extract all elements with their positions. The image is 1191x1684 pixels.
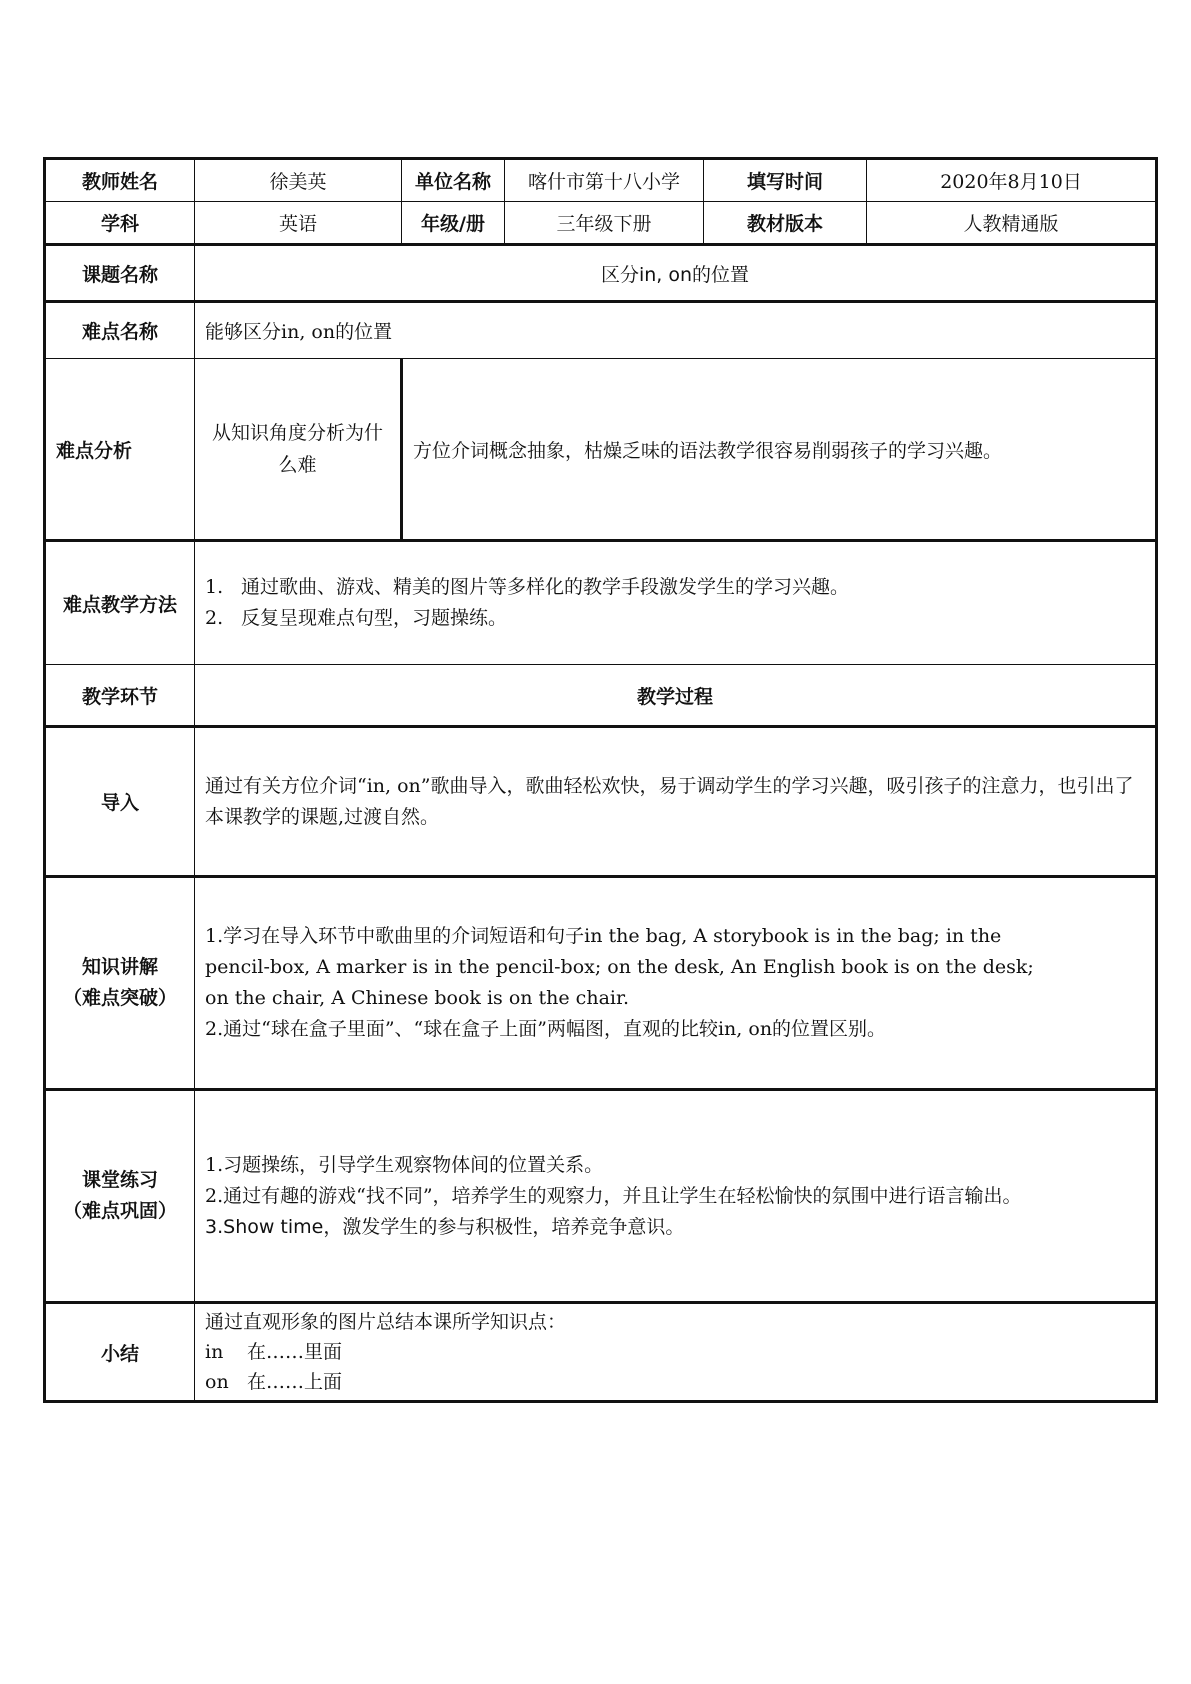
grade-value: 三年级下册 bbox=[505, 202, 704, 245]
summary-word: on bbox=[205, 1371, 229, 1393]
practice-row bbox=[45, 1090, 1157, 1303]
subject-value: 英语 bbox=[195, 202, 402, 245]
difficulty-name-label: 难点名称 bbox=[45, 302, 195, 359]
knowledge-line: on the chair, A Chinese book is on the chair. bbox=[205, 987, 630, 1009]
teaching-method-row bbox=[45, 541, 1157, 665]
knowledge-line: pencil-box, A marker is in the pencil-box; on the desk, An English book is on the desk; bbox=[205, 956, 1034, 978]
intro-value: 通过有关方位介词“in, on”歌曲导入，歌曲轻松欢快，易于调动学生的学习兴趣，吸引孩子的注意力，也引出了本课教学的课题,过渡自然。 bbox=[195, 727, 1157, 877]
knowledge-label bbox=[45, 877, 195, 1090]
summary-item bbox=[205, 1367, 1145, 1397]
teaching-method-label: 难点教学方法 bbox=[45, 541, 195, 665]
summary-word: in bbox=[205, 1341, 224, 1363]
summary-content bbox=[195, 1303, 1157, 1402]
header-row-2 bbox=[45, 202, 1157, 245]
topic-value: 区分in, on的位置 bbox=[195, 245, 1157, 302]
summary-row bbox=[45, 1303, 1157, 1402]
difficulty-analysis-sublabel: 从知识角度分析为什么难 bbox=[195, 359, 402, 541]
summary-intro: 通过直观形象的图片总结本课所学知识点： bbox=[205, 1311, 567, 1333]
knowledge-row bbox=[45, 877, 1157, 1090]
process-header-value: 教学过程 bbox=[195, 665, 1157, 727]
subject-label: 学科 bbox=[45, 202, 195, 245]
knowledge-line: 1.学习在导入环节中歌曲里的介词短语和句子in the bag, A storybook is in the bag; in the bbox=[205, 925, 1002, 947]
difficulty-analysis-value: 方位介词概念抽象，枯燥乏味的语法教学很容易削弱孩子的学习兴趣。 bbox=[402, 359, 1157, 541]
difficulty-analysis-label: 难点分析 bbox=[45, 359, 195, 541]
topic-label: 课题名称 bbox=[45, 245, 195, 302]
practice-label-sub: （难点巩固） bbox=[62, 1200, 177, 1222]
list-item bbox=[205, 572, 1145, 603]
practice-label bbox=[45, 1090, 195, 1303]
item-text: 反复呈现难点句型，习题操练。 bbox=[241, 607, 508, 629]
practice-content bbox=[195, 1090, 1157, 1303]
knowledge-label-sub: （难点突破） bbox=[62, 987, 177, 1009]
date-value: 2020年8月10日 bbox=[867, 159, 1157, 202]
grade-label: 年级/册 bbox=[402, 202, 505, 245]
intro-label: 导入 bbox=[45, 727, 195, 877]
practice-line: 2.通过有趣的游戏“找不同”，培养学生的观察力，并且让学生在轻松愉快的氛围中进行语言输出。 bbox=[205, 1184, 1022, 1207]
knowledge-line: 2.通过“球在盒子里面”、“球在盒子上面”两幅图，直观的比较in, on的位置区别。 bbox=[205, 1018, 887, 1040]
date-label: 填写时间 bbox=[704, 159, 867, 202]
difficulty-name-row bbox=[45, 302, 1157, 359]
edition-label: 教材版本 bbox=[704, 202, 867, 245]
knowledge-content bbox=[195, 877, 1157, 1090]
teacher-value: 徐美英 bbox=[195, 159, 402, 202]
lesson-plan-table bbox=[43, 157, 1158, 1403]
summary-item bbox=[205, 1337, 1145, 1367]
difficulty-name-value: 能够区分in, on的位置 bbox=[195, 302, 1157, 359]
unit-value: 喀什市第十八小学 bbox=[505, 159, 704, 202]
list-item bbox=[205, 603, 1145, 634]
item-text: 通过歌曲、游戏、精美的图片等多样化的教学手段激发学生的学习兴趣。 bbox=[241, 576, 850, 598]
practice-line: 1.习题操练，引导学生观察物体间的位置关系。 bbox=[205, 1153, 604, 1176]
teacher-label: 教师姓名 bbox=[45, 159, 195, 202]
intro-row bbox=[45, 727, 1157, 877]
topic-row bbox=[45, 245, 1157, 302]
lesson-plan-document bbox=[43, 157, 1155, 1403]
process-header-row bbox=[45, 665, 1157, 727]
teaching-method-list bbox=[195, 541, 1157, 665]
process-stage-label: 教学环节 bbox=[45, 665, 195, 727]
item-number: 2. bbox=[205, 607, 224, 629]
summary-meaning: 在……上面 bbox=[247, 1371, 343, 1393]
edition-value: 人教精通版 bbox=[867, 202, 1157, 245]
difficulty-analysis-row bbox=[45, 359, 1157, 541]
practice-label-main: 课堂练习 bbox=[81, 1169, 158, 1191]
header-row-1 bbox=[45, 159, 1157, 202]
item-number: 1. bbox=[205, 576, 224, 598]
summary-meaning: 在……里面 bbox=[247, 1341, 343, 1363]
unit-label: 单位名称 bbox=[402, 159, 505, 202]
knowledge-label-main: 知识讲解 bbox=[81, 956, 158, 978]
summary-label: 小结 bbox=[45, 1303, 195, 1402]
practice-line: 3.Show time，激发学生的参与积极性，培养竞争意识。 bbox=[205, 1215, 685, 1238]
